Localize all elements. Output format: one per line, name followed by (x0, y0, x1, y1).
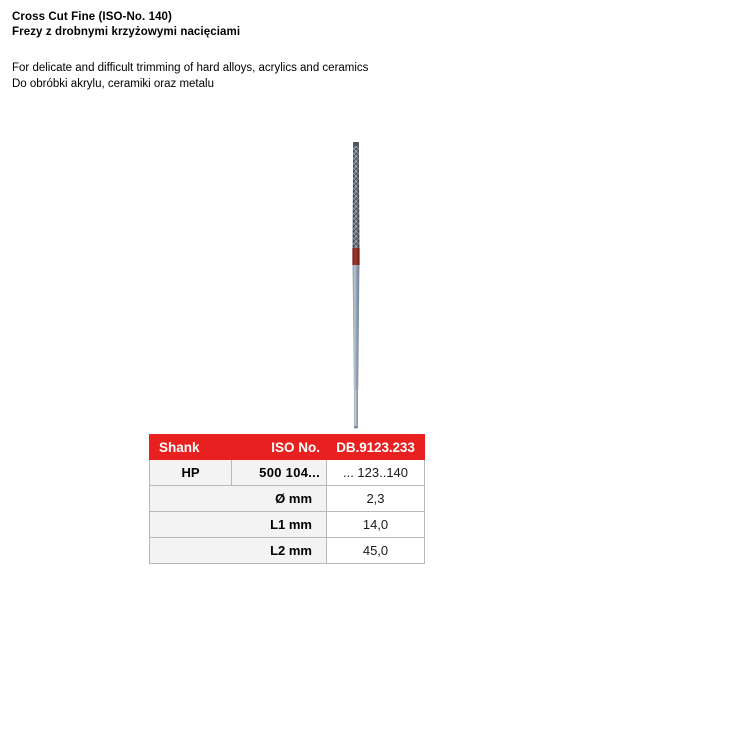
table-row (150, 486, 425, 512)
table-header-row (150, 435, 425, 460)
description-block (12, 60, 652, 92)
table-row (150, 538, 425, 564)
description-english: For delicate and difficult trimming of hard alloys, acrylics and ceramics (12, 62, 369, 74)
cell-iso-suffix: ... 123..140 (327, 460, 425, 486)
header-shank: Shank (150, 435, 232, 460)
cell-diameter-value: 2,3 (327, 486, 425, 512)
cell-l1-value: 14,0 (327, 512, 425, 538)
page-title (12, 10, 612, 40)
table-row (150, 460, 425, 486)
description-polish: Do obróbki akrylu, ceramiki oraz metalu (12, 78, 214, 90)
dental-bur-illustration (340, 140, 380, 430)
header-iso-no: ISO No. (232, 435, 327, 460)
cell-l1-label: L1 mm (150, 512, 327, 538)
cell-shank-type: HP (150, 460, 232, 486)
specification-table (149, 434, 425, 564)
header-product-code: DB.9123.233 (327, 435, 425, 460)
cell-iso-number: 500 104... (232, 460, 327, 486)
table-row (150, 512, 425, 538)
cell-l2-value: 45,0 (327, 538, 425, 564)
cell-diameter-label: Ø mm (150, 486, 327, 512)
title-polish: Frezy z drobnymi krzyżowymi nacięciami (12, 26, 241, 38)
title-english: Cross Cut Fine (ISO-No. 140) (12, 11, 172, 23)
cell-l2-label: L2 mm (150, 538, 327, 564)
